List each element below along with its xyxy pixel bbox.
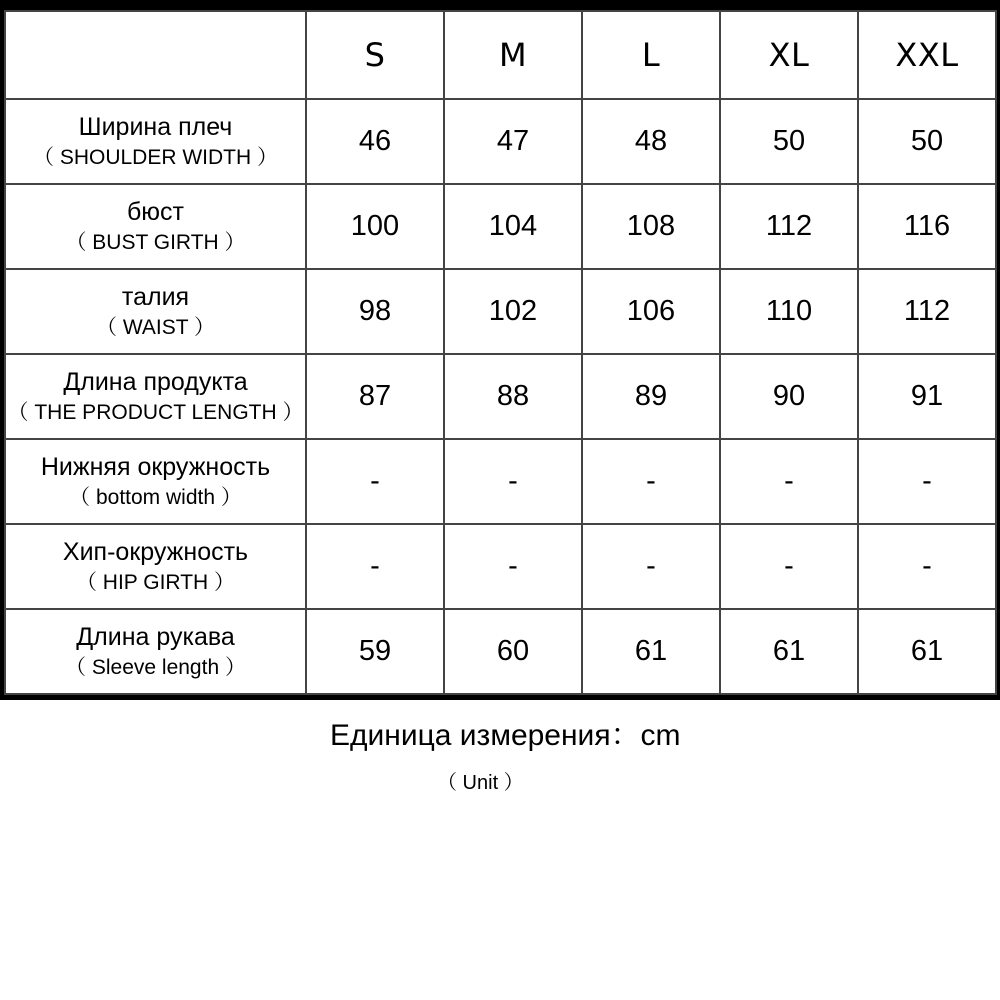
- row-label-cell: [5, 609, 306, 694]
- table-row-product-length: [5, 354, 996, 439]
- value-cell: 61: [858, 609, 996, 694]
- value-cell: -: [582, 524, 720, 609]
- value-cell: -: [858, 439, 996, 524]
- row-label-cell: [5, 99, 306, 184]
- row-label-cell: [5, 354, 306, 439]
- corner-cell: [5, 11, 306, 99]
- row-label-en: （ BUST GIRTH ）: [65, 230, 246, 254]
- row-label-cell: [5, 524, 306, 609]
- size-header-s: S: [306, 11, 444, 99]
- row-label-en: （ THE PRODUCT LENGTH ）: [7, 400, 304, 424]
- value-cell: -: [444, 439, 582, 524]
- value-cell: 61: [582, 609, 720, 694]
- value-cell: 112: [720, 184, 858, 269]
- value-cell: -: [858, 524, 996, 609]
- value-cell: 88: [444, 354, 582, 439]
- row-label-en: （ HIP GIRTH ）: [75, 570, 236, 594]
- unit-label-ru: Единица измерения：cm: [330, 719, 681, 752]
- size-header-row: [5, 11, 996, 99]
- table-row-waist: [5, 269, 996, 354]
- value-cell: 116: [858, 184, 996, 269]
- value-cell: 59: [306, 609, 444, 694]
- value-cell: 90: [720, 354, 858, 439]
- value-cell: 100: [306, 184, 444, 269]
- value-cell: 104: [444, 184, 582, 269]
- value-cell: 87: [306, 354, 444, 439]
- table-row-shoulder-width: [5, 99, 996, 184]
- value-cell: -: [720, 524, 858, 609]
- row-label-cell: [5, 439, 306, 524]
- value-cell: 89: [582, 354, 720, 439]
- table-row-sleeve-length: [5, 609, 996, 694]
- table-row-bottom-width: [5, 439, 996, 524]
- value-cell: 98: [306, 269, 444, 354]
- row-label-ru: Нижняя окружность: [40, 452, 271, 481]
- value-cell: -: [444, 524, 582, 609]
- value-cell: 91: [858, 354, 996, 439]
- unit-label-en: （ Unit ）: [437, 772, 524, 794]
- value-cell: 60: [444, 609, 582, 694]
- size-header-m: M: [444, 11, 582, 99]
- row-label-ru: Длина рукава: [76, 622, 235, 651]
- value-cell: 61: [720, 609, 858, 694]
- value-cell: 106: [582, 269, 720, 354]
- row-label-en: （ Sleeve length ）: [65, 655, 246, 679]
- size-header-xl: XL: [720, 11, 858, 99]
- row-label-ru: бюст: [126, 197, 185, 226]
- size-header-xxl: XXL: [858, 11, 996, 99]
- row-label-ru: Длина продукта: [63, 367, 248, 396]
- table-row-bust-girth: [5, 184, 996, 269]
- row-label-en: （ SHOULDER WIDTH ）: [32, 145, 278, 169]
- value-cell: -: [582, 439, 720, 524]
- row-label-ru: Хип-окружность: [62, 537, 249, 566]
- size-header-l: L: [582, 11, 720, 99]
- value-cell: -: [306, 439, 444, 524]
- value-cell: -: [306, 524, 444, 609]
- row-label-ru: талия: [121, 282, 190, 311]
- value-cell: 108: [582, 184, 720, 269]
- row-label-en: （ WAIST ）: [95, 315, 215, 339]
- row-label-en: （ bottom width ）: [69, 485, 242, 509]
- value-cell: 110: [720, 269, 858, 354]
- value-cell: 50: [720, 99, 858, 184]
- row-label-ru: Ширина плеч: [78, 112, 233, 141]
- value-cell: 48: [582, 99, 720, 184]
- value-cell: 102: [444, 269, 582, 354]
- table-row-hip-girth: [5, 524, 996, 609]
- value-cell: 47: [444, 99, 582, 184]
- row-label-cell: [5, 184, 306, 269]
- row-label-cell: [5, 269, 306, 354]
- value-cell: 46: [306, 99, 444, 184]
- value-cell: 112: [858, 269, 996, 354]
- size-chart-table: [4, 10, 997, 695]
- value-cell: -: [720, 439, 858, 524]
- value-cell: 50: [858, 99, 996, 184]
